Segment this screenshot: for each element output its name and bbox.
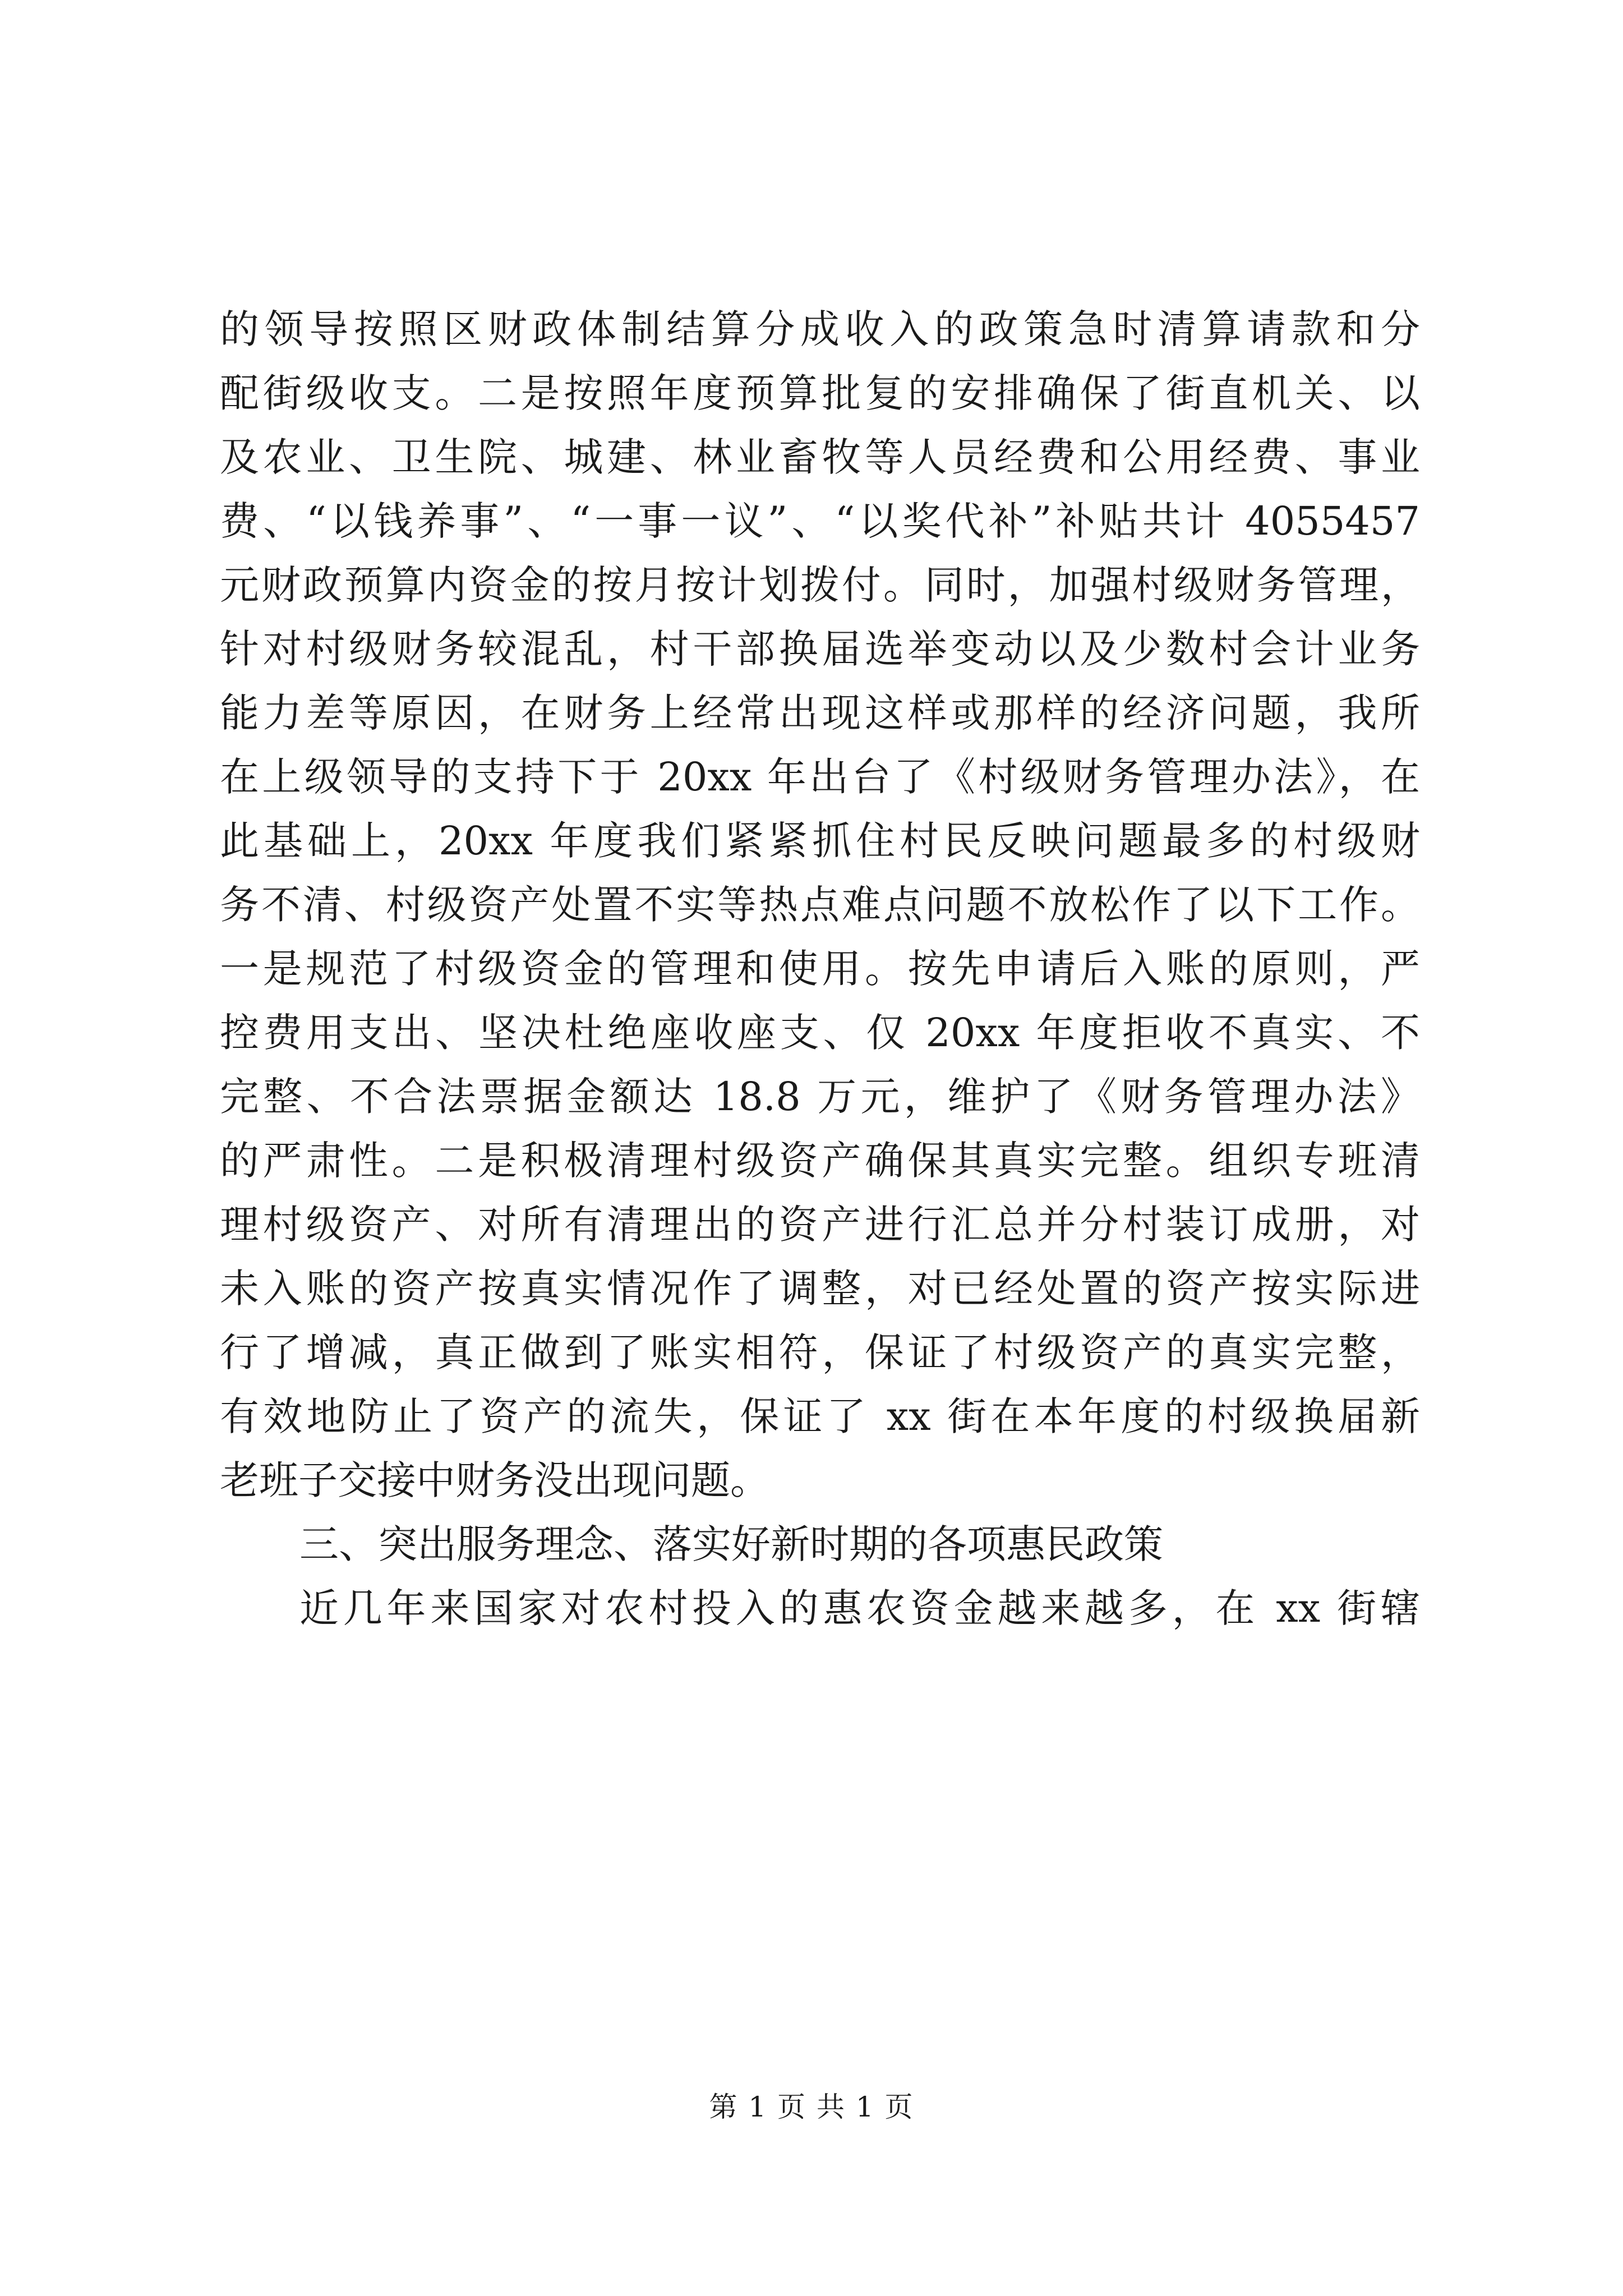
text-line: 行了增减，真正做到了账实相符，保证了村级资产的真实完整， <box>220 1329 1420 1375</box>
text-line: 的领导按照区财政体制结算分成收入的政策急时清算请款和分 <box>220 306 1420 352</box>
text-line: 控费用支出、坚决杜绝座收座支、仅 20xx 年度拒收不真实、不 <box>220 1010 1420 1056</box>
section-heading: 三、突出服务理念、落实好新时期的各项惠民政策 <box>299 1521 1163 1567</box>
text-line: 能力差等原因，在财务上经常出现这样或那样的经济问题，我所 <box>220 690 1420 736</box>
text-line: 近几年来国家对农村投入的惠农资金越来越多，在 xx 街辖 <box>299 1585 1420 1631</box>
text-line: 未入账的资产按真实情况作了调整，对已经处置的资产按实际进 <box>220 1266 1420 1312</box>
text-line: 配街级收支。二是按照年度预算批复的安排确保了街直机关、以 <box>220 370 1420 416</box>
text-line: 一是规范了村级资金的管理和使用。按先申请后入账的原则，严 <box>220 946 1420 992</box>
page-footer: 第 1 页 共 1 页 <box>709 2091 914 2123</box>
text-line: 完整、不合法票据金额达 18.8 万元，维护了《财务管理办法》 <box>220 1074 1420 1120</box>
text-line: 费、“以钱养事”、“一事一议”、“以奖代补”补贴共计 4055457 <box>220 498 1420 544</box>
document-body <box>220 297 1420 1640</box>
text-line: 元财政预算内资金的按月按计划拨付。同时，加强村级财务管理， <box>220 562 1420 608</box>
text-line: 及农业、卫生院、城建、林业畜牧等人员经费和公用经费、事业 <box>220 434 1420 480</box>
text-line: 老班子交接中财务没出现问题。 <box>220 1457 769 1503</box>
text-line: 的严肃性。二是积极清理村级资产确保其真实完整。组织专班清 <box>220 1138 1420 1184</box>
text-line: 理村级资产、对所有清理出的资产进行汇总并分村装订成册，对 <box>220 1202 1420 1248</box>
text-line: 针对村级财务较混乱，村干部换届选举变动以及少数村会计业务 <box>220 626 1420 672</box>
text-line: 有效地防止了资产的流失，保证了 xx 街在本年度的村级换届新 <box>220 1393 1420 1439</box>
text-line: 务不清、村级资产处置不实等热点难点问题不放松作了以下工作。 <box>220 882 1420 928</box>
text-line: 在上级领导的支持下于 20xx 年出台了《村级财务管理办法》，在 <box>220 754 1420 800</box>
text-line: 此基础上，20xx 年度我们紧紧抓住村民反映问题最多的村级财 <box>220 818 1420 864</box>
